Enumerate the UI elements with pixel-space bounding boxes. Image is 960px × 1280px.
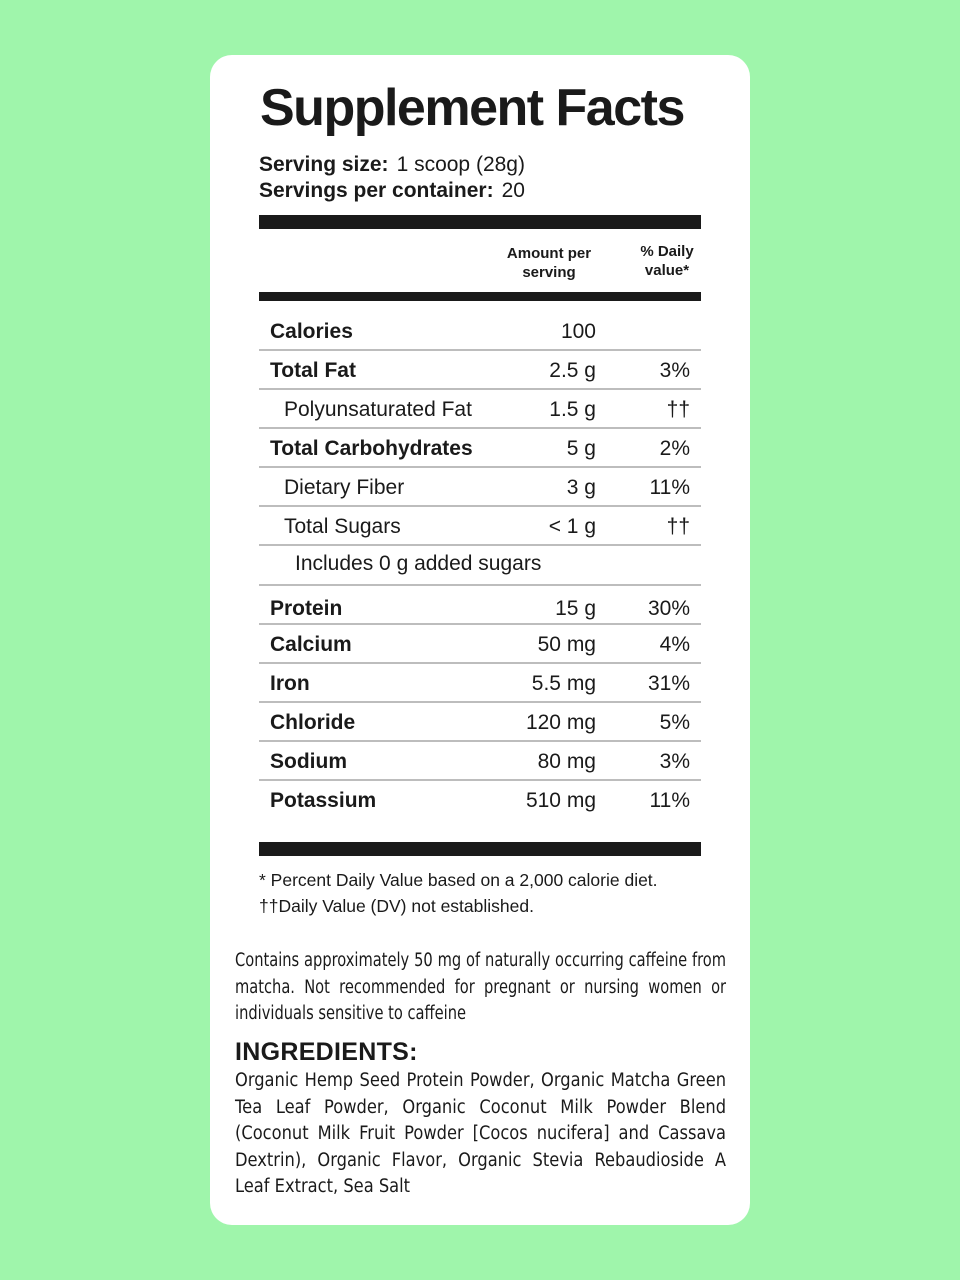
- nutrient-amount: 5 g: [566, 437, 596, 460]
- nutrient-row-protein: [259, 586, 701, 625]
- serving-size-value: 1 scoop (28g): [396, 153, 525, 176]
- thick-divider-bottom: [259, 842, 701, 856]
- nutrient-name: Chloride: [270, 711, 356, 734]
- nutrient-amount: 50 mg: [537, 633, 596, 656]
- nutrient-row-sodium: [259, 742, 701, 781]
- nutrient-dv: 4%: [659, 633, 690, 656]
- nutrient-name: Calcium: [270, 633, 352, 656]
- serving-size-line: [259, 154, 525, 175]
- nutrient-row-total-fat: [259, 351, 701, 390]
- nutrient-dv: 30%: [647, 597, 690, 620]
- nutrient-row-calories: [259, 312, 701, 351]
- nutrient-dv: 5%: [659, 711, 690, 734]
- nutrient-table: [259, 312, 701, 820]
- daily-value-header: [628, 242, 706, 280]
- footnote-dv-not-established: ††Daily Value (DV) not established.: [259, 896, 534, 916]
- nutrient-name: Total Sugars: [284, 515, 401, 538]
- servings-per-container-line: [259, 180, 525, 201]
- nutrient-name: Calories: [270, 320, 353, 343]
- nutrient-name: Sodium: [270, 750, 347, 773]
- nutrient-row-potassium: [259, 781, 701, 820]
- nutrient-row-total-sugars: [259, 507, 701, 546]
- nutrient-name: Polyunsaturated Fat: [284, 398, 472, 421]
- nutrient-amount: 15 g: [555, 597, 596, 620]
- nutrient-row-total-carbohydrates: [259, 429, 701, 468]
- nutrient-row-iron: [259, 664, 701, 703]
- nutrient-dv: ††: [666, 398, 690, 421]
- nutrient-name: Total Carbohydrates: [270, 437, 473, 460]
- nutrient-amount: 510 mg: [525, 789, 596, 812]
- thick-divider-top: [259, 215, 701, 229]
- servings-per-container-label: Servings per container:: [259, 179, 494, 202]
- nutrient-row-chloride: [259, 703, 701, 742]
- nutrient-amount: 5.5 mg: [531, 672, 596, 695]
- nutrient-amount: 2.5 g: [549, 359, 596, 382]
- nutrient-name: Total Fat: [270, 359, 356, 382]
- nutrient-name: Potassium: [270, 789, 377, 812]
- thick-divider-header: [259, 292, 701, 301]
- nutrient-amount: 100: [560, 320, 596, 343]
- nutrient-dv: 31%: [647, 672, 690, 695]
- servings-per-container-value: 20: [501, 179, 525, 202]
- label-title: Supplement Facts: [260, 79, 684, 137]
- nutrient-row-dietary-fiber: [259, 468, 701, 507]
- nutrient-row-polyunsaturated-fat: [259, 390, 701, 429]
- nutrient-amount: 80 mg: [537, 750, 596, 773]
- nutrient-name: Protein: [270, 597, 343, 620]
- ingredients-text: Organic Hemp Seed Protein Powder, Organic Matcha Green Tea Leaf Powder, Organic Coconut Milk Powder Blend (Coconut Milk Fruit Powder [Cocos nucifera] and Cassava Dextrin), Organic Flavor, Organic Stevia Rebaudioside A Leaf Extract, Sea Salt: [235, 1070, 727, 1197]
- nutrient-dv: ††: [666, 515, 690, 538]
- serving-size-label: Serving size:: [259, 153, 389, 176]
- nutrient-name: Includes 0 g added sugars: [295, 552, 542, 575]
- supplement-facts-card: [210, 55, 750, 1225]
- nutrient-amount: 3 g: [566, 476, 596, 499]
- nutrient-row-calcium: [259, 625, 701, 664]
- nutrient-dv: 3%: [659, 750, 690, 773]
- nutrient-amount: 1.5 g: [549, 398, 596, 421]
- nutrient-row-added-sugars: [259, 546, 701, 586]
- nutrient-name: Iron: [270, 672, 310, 695]
- nutrient-dv: 2%: [659, 437, 690, 460]
- nutrient-dv: 11%: [649, 476, 690, 499]
- amount-per-serving-header: [496, 244, 602, 282]
- ingredients-heading: INGREDIENTS:: [235, 1038, 418, 1066]
- nutrient-amount: < 1 g: [548, 515, 596, 538]
- dv-header-line1: % Daily: [640, 243, 694, 260]
- footnote-daily-value: * Percent Daily Value based on a 2,000 calorie diet.: [259, 870, 658, 890]
- nutrient-name: Dietary Fiber: [284, 476, 405, 499]
- nutrient-dv: 3%: [659, 359, 690, 382]
- dv-header-line2: value*: [644, 262, 690, 279]
- amount-header-line2: serving: [522, 264, 576, 281]
- nutrient-amount: 120 mg: [525, 711, 596, 734]
- caffeine-caution-text: Contains approximately 50 mg of naturally occurring caffeine from matcha. Not recommended for pregnant or nursing women or individuals sensitive to caffeine: [235, 950, 727, 1024]
- amount-header-line1: Amount per: [506, 245, 592, 262]
- nutrient-dv: 11%: [649, 789, 690, 812]
